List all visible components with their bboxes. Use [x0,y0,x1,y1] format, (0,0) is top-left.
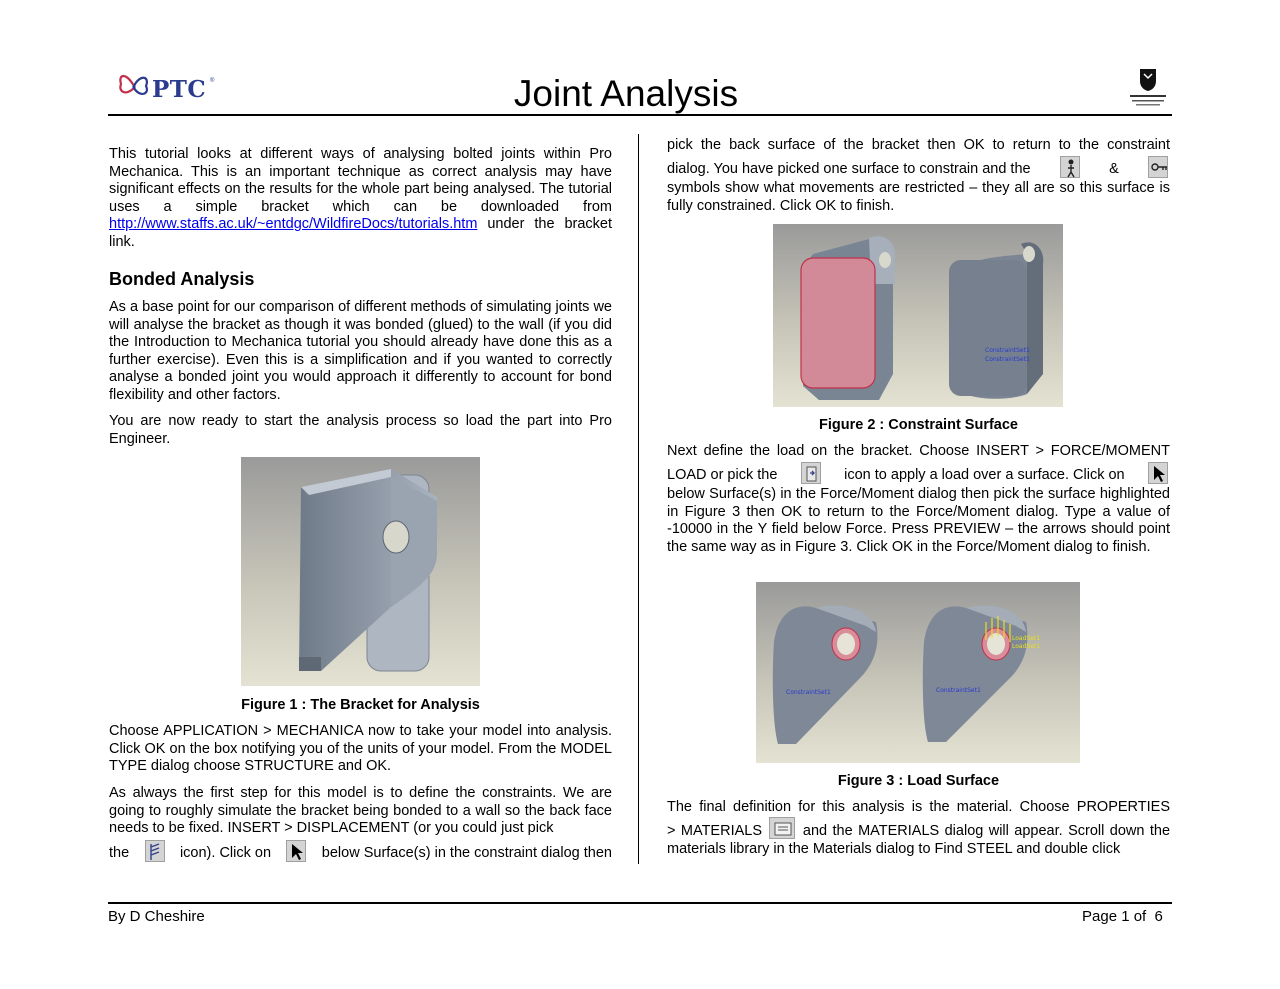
crest-icon [1124,66,1172,108]
figure-1-image [241,457,480,686]
svg-text:ConstraintSet1: ConstraintSet1 [985,356,1030,363]
page-title: Joint Analysis [513,73,739,114]
header-rule [108,114,1172,116]
svg-text:ConstraintSet1: ConstraintSet1 [786,689,831,696]
materials-icon [769,817,795,839]
ready-paragraph: You are now ready to start the analysis process so load the part into Pro Engineer. [109,413,612,447]
footer-author: By D Cheshire [108,908,205,925]
footer-page-number: Page 1 of 6 [1082,908,1163,925]
load-paragraph-rest: below Surface(s) in the Force/Moment dialog then pick the surface highlighted in Figure 3 then OK to return to the Force/Moment dialog. Type a value of -10000 in the Y field below Force. Press PREVIEW – the arrows should point the same way as in Figure 3. Click OK in the Force/Moment dialog to finish. [667,486,1170,555]
constraint-paragraph-line [109,840,612,862]
text-dialog: dialog. You have picked one surface to constrain and the [667,160,1031,177]
text-icon-click: icon). Click on [179,844,272,861]
constraint-surface-render [773,224,1063,407]
university-crest [1124,66,1172,108]
svg-text:ConstraintSet1: ConstraintSet1 [936,687,981,694]
pick-paragraph-line1: pick the back surface of the bracket then OK to return to the constraint [667,137,1170,153]
pick-paragraph-rest: symbols show what movements are restricted – they all are so this surface is fully constrained. Click OK to finish. [667,180,1170,214]
text-below-surfaces: below Surface(s) in the constraint dialog then [321,844,612,861]
translation-icon [1060,156,1080,178]
figure-1-caption: Figure 1 : The Bracket for Analysis [241,697,480,713]
bracket-render [241,457,480,686]
constraint-paragraph: As always the first step for this model is to define the constraints. We are going to roughly simulate the bracket being bonded to a wall so the back face needs to be fixed. INSERT > DISPLACEMENT (or you could just pick [109,785,612,836]
column-divider [638,134,639,864]
load-surface-render [756,582,1080,763]
final-paragraph-rest [667,817,1170,858]
text-load-or-pick: LOAD or pick the [667,466,778,483]
load-paragraph-line2 [667,462,1170,484]
pick-paragraph-line2 [667,156,1170,178]
tutorials-link[interactable]: http://www.staffs.ac.uk/~entdgc/WildfireDocs/tutorials.htm [109,216,478,232]
ampersand: & [1109,160,1119,177]
section-heading: Bonded Analysis [109,269,255,289]
ptc-logo [116,66,226,106]
force-moment-icon [801,462,821,484]
text-materials-dialog: and the MATERIALS dialog will appear. Scroll down the materials library in the Materials dialog to Find STEEL and double click [667,823,1171,857]
butterfly-icon [116,66,152,106]
final-paragraph-line1: The final definition for this analysis is the material. Choose PROPERTIES [667,799,1170,815]
logo-registered: ® [210,78,215,84]
svg-text:LoadSet1: LoadSet1 [1012,635,1041,642]
intro-paragraph [109,146,612,251]
svg-text:ConstraintSet1: ConstraintSet1 [985,347,1030,354]
load-paragraph-line1: Next define the load on the bracket. Choose INSERT > FORCE/MOMENT [667,443,1170,459]
figure-3-image [756,582,1080,763]
text-icon-apply-load: icon to apply a load over a surface. Click on [844,466,1125,483]
select-arrow-icon-2 [1148,462,1168,484]
figure-2-image [773,224,1063,407]
select-arrow-icon [286,840,306,862]
word-the: the [109,844,130,861]
intro-text-end: under the bracket link. [109,216,613,250]
text-materials: > MATERIALS [667,823,763,839]
intro-text: This tutorial looks at different ways of analysing bolted joints within Pro Mechanica. This is an important technique as correct analysis may have significant effects on the results for the whole part being analysed. The tutorial uses a simple bracket which can be downloaded from [109,146,612,215]
svg-text:LoadSet1: LoadSet1 [1012,643,1041,650]
logo-text: PTC [152,76,207,103]
rotation-key-icon [1148,156,1168,178]
displacement-icon [145,840,165,862]
figure-3-caption: Figure 3 : Load Surface [837,773,1000,789]
choose-paragraph: Choose APPLICATION > MECHANICA now to take your model into analysis. Click OK on the box notifying you of the units of your model. From the MODEL TYPE dialog choose STRUCTURE and OK. [109,723,612,774]
bonded-paragraph: As a base point for our comparison of different methods of simulating joints we will analyse the bracket as though it was bonded (glued) to the wall (if you did the Introduction to Mechanica tutorial you should already have done this as a further exercise). Even this is a simplification and if you wanted to correctly analyse a bonded joint you would approach it differently to account for bond flexibility and other factors. [109,299,612,403]
figure-2-caption: Figure 2 : Constraint Surface [818,417,1018,433]
footer-rule [108,902,1172,904]
